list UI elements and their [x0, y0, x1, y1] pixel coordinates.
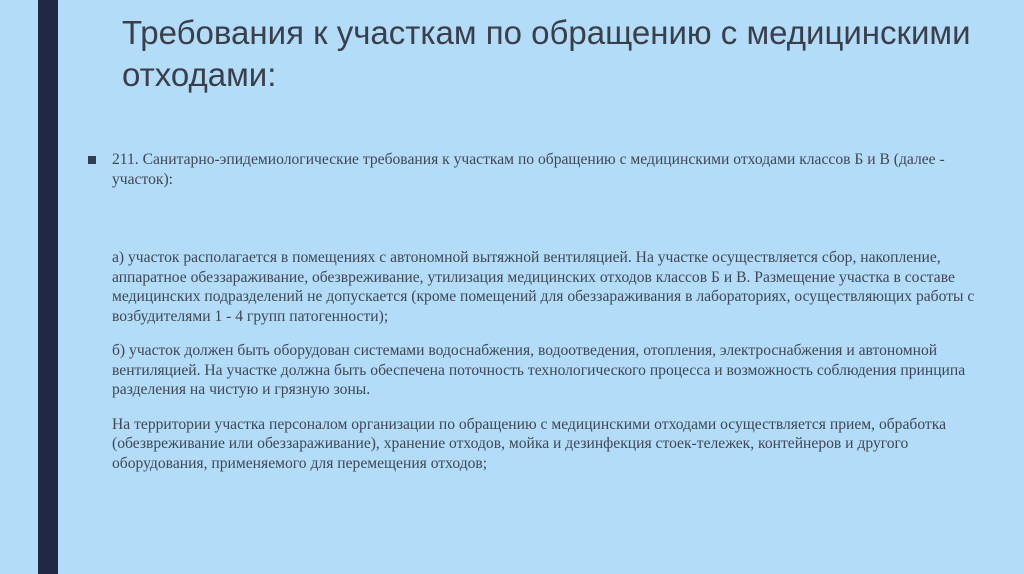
- slide-title: Требования к участкам по обращению с медицинскими отходами:: [122, 14, 971, 93]
- paragraph-a: а) участок располагается в помещениях с автономной вытяжной вентиляцией. На участке осуществляется сбор, накопление, аппаратное обеззараживание, обезвреживание, утилизация медицинских отходов классов Б и В. Размещение участка в составе медицинских подразделений не допускается (кроме помещений для обеззараживания в лабораториях, осуществляющих работы с возбудителями 1 - 4 групп патогенности);: [112, 249, 975, 325]
- square-bullet-icon: [88, 156, 96, 164]
- paragraph-b: б) участок должен быть оборудован системами водоснабжения, водоотведения, отопления, электроснабжения и автономной вентиляцией. На участке должна быть обеспечена поточность технологического процесса и возможность соблюдения принципа разделения на чистую и грязную зоны.: [112, 342, 966, 398]
- bullet-content: [112, 150, 998, 473]
- paragraph-territory: На территории участка персоналом организации по обращению с медицинскими отходами осуществляется прием, обработка (обезвреживание или обеззараживание), хранение отходов, мойка и дезинфекция стоек-тележек, контейнеров и другого оборудования, применяемого для перемещения отходов;: [112, 415, 947, 472]
- paragraph-intro: 211. Санитарно-эпидемиологические требования к участкам по обращению с медицинскими отходами классов Б и В (далее - участок):: [112, 151, 945, 188]
- left-accent-bar: [38, 0, 58, 574]
